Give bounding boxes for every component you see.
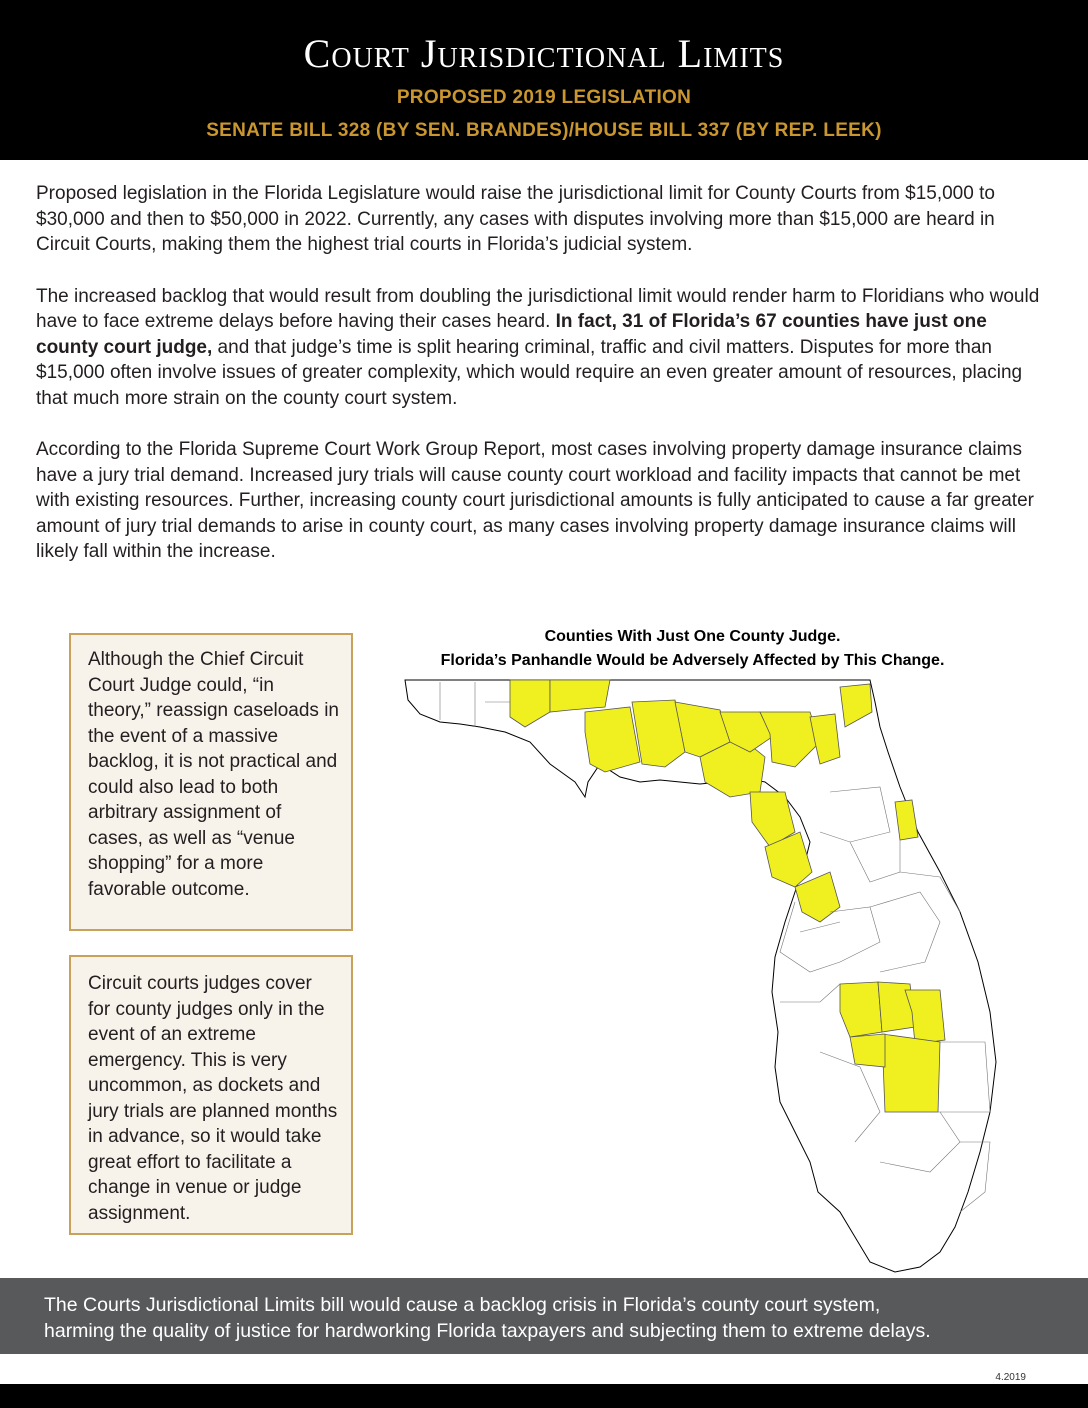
callout-box-reassign: Although the Chief Circuit Court Judge could, “in theory,” reassign caseloads in the event of a massive backlog, it is not practical and could also lead to both arbitrary assignment of cases, as well as “venue shopping” for a more favorable outcome. [69,633,353,931]
florida-outline [405,680,996,1272]
paragraph-backlog [36,284,1052,412]
paragraph-backlog-highlight: In fact, 31 of Florida’s 67 counties have just one county court judge, [36,311,987,358]
page-title: Court Jurisdictional Limits [303,31,785,76]
header-banner [0,0,1088,160]
paragraph-intro: Proposed legislation in the Florida Legislature would raise the jurisdictional limit for County Courts from $15,000 to $30,000 and then to $50,000 in 2022. Currently, any cases with disputes involving more than $15,000 are heard in Circuit Courts, making them the highest trial courts in Florida’s judicial system. [36,183,995,255]
county-highlight-highlands [878,982,915,1032]
footer-banner [0,1278,1088,1354]
publication-date: 4.2019 [995,1372,1026,1383]
map-title [370,625,1015,673]
map-title-line2: Florida’s Panhandle Would be Adversely Affected by This Change. [440,652,945,669]
bill-numbers: SENATE BILL 328 (BY SEN. BRANDES)/HOUSE BILL 337 (BY REP. LEEK) [206,120,882,141]
paragraph-backlog-start: The increased backlog that would result from doubling the jurisdictional limit would render harm to Floridians who would have to face extreme delays before having their cases heard. [36,285,1040,332]
legislation-subtitle: PROPOSED 2019 LEGISLATION [396,87,692,108]
county-highlight-glades-south [850,1034,885,1067]
paragraph-work-group: According to the Florida Supreme Court Work Group Report, most cases involving property damage insurance claims have a jury trial demand. Increased jury trials will cause county court workload and facility impacts that cannot be met with existing resources. Further, increasing county court jurisdictional amounts is fully anticipated to cause a far greater amount of jury trial demands to arise in county court, as many cases involving property damage insurance claims will likely fall within the increase. [36,439,1034,562]
map-title-line1: Counties With Just One County Judge. [544,628,841,645]
florida-county-map [400,672,1020,1277]
florida-map-svg [400,672,1020,1277]
county-highlight-jackson [550,680,610,712]
county-highlight-calhoun-liberty [585,707,640,772]
county-highlight-hendry [882,1034,940,1112]
county-highlight-hardee-desoto [840,982,882,1037]
callout-box-emergency: Circuit courts judges cover for county judges only in the event of an extreme emergency. This is very uncommon, as dockets and jury trials are planned months in advance, so it would take great effort to facilitate a change in venue or judge assignment. [69,955,353,1235]
footer-line2: harming the quality of justice for hardworking Florida taxpayers and subjecting them to extreme delays. [44,1320,931,1342]
body-text [36,181,1052,591]
bottom-bar [0,1384,1088,1408]
paragraph-backlog-end: and that judge’s time is split hearing criminal, traffic and civil matters. Disputes for more than $15,000 often involve issues of greater complexity, which would require an even greater amount of resources, placing that much more strain on the county court system. [36,336,1023,409]
footer-line1: The Courts Jurisdictional Limits bill would cause a backlog crisis in Florida’s county court system, [44,1294,881,1316]
